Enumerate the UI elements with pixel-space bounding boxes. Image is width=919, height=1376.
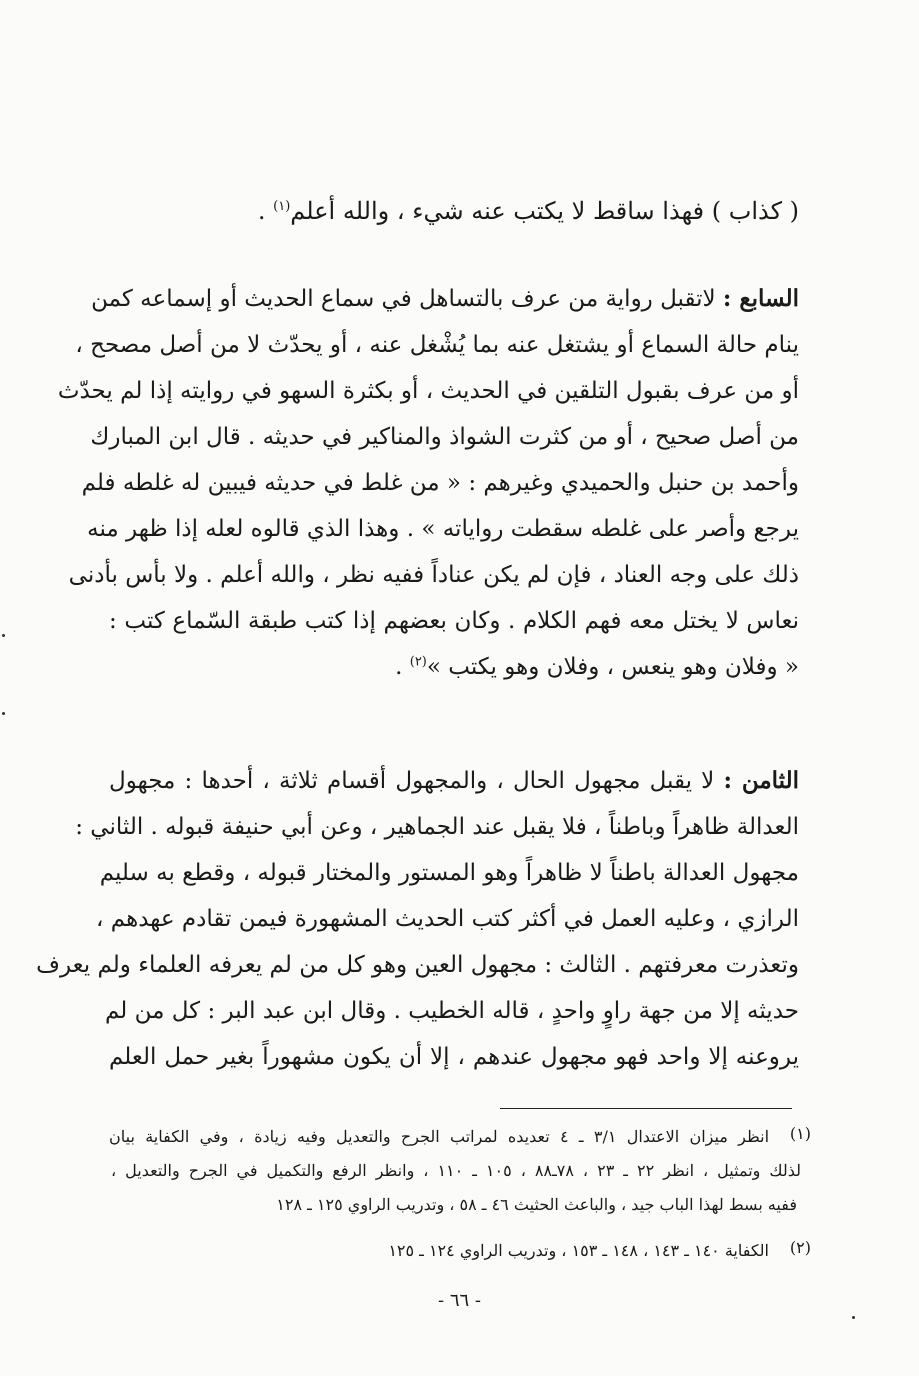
p1-line-4: من أصل صحيح ، أو من كثرت الشواذ والمناكير في حديثه . قال ابن المبارك bbox=[90, 424, 799, 450]
p2-label: الثامن : bbox=[723, 767, 799, 794]
p2-line-3: مجهول العدالة باطناً لا ظاهراً وهو المستور والمختار قبوله ، وقطع به سليم bbox=[99, 860, 799, 886]
p1-line-3: أو من عرف بقبول التلقين في الحديث ، أو بكثرة السهو في روايته إذا لم يحدّث bbox=[57, 378, 799, 404]
footnote-1-line-1: انظر ميزان الاعتدال ٣/١ ـ ٤ تعديده لمراتب الجرح والتعديل وفيه زيادة ، وفي الكفاية بيان bbox=[109, 1127, 770, 1146]
scan-speck bbox=[2, 712, 5, 715]
p2-line-1 bbox=[109, 758, 799, 804]
footnote-2-number: (٢) bbox=[789, 1238, 811, 1257]
p1-text: لاتقبل رواية من عرف بالتساهل في سماع الحديث أو إسماعه كمن bbox=[91, 286, 716, 312]
page-number: - ٦٦ - bbox=[438, 1290, 481, 1311]
p2-line-4: الرازي ، وعليه العمل في أكثر كتب الحديث المشهورة فيمن تقادم عهدهم ، bbox=[96, 906, 799, 932]
p2-line-7: يروعنه إلا واحد فهو مجهول عندهم ، إلا أن يكون مشهوراً بغير حمل العلم bbox=[109, 1044, 799, 1070]
scan-speck bbox=[2, 634, 5, 637]
intro-end: . bbox=[257, 197, 266, 225]
p1-line-9 bbox=[395, 644, 799, 690]
footnote-separator bbox=[500, 1108, 792, 1109]
p2-text: لا يقبل مجهول الحال ، والمجهول أقسام ثلاثة ، أحدها : مجهول bbox=[109, 768, 715, 794]
intro-text: ( كذاب ) فهذا ساقط لا يكتب عنه شيء ، والله أعلم bbox=[290, 197, 799, 225]
p1-line-8: نعاس لا يختل معه فهم الكلام . وكان بعضهم إذا كتب طبقة السّماع كتب : bbox=[109, 608, 799, 634]
footnote-2-line-1: الكفاية ١٤٠ ـ ١٤٣ ، ١٤٨ ـ ١٥٣ ، وتدريب الراوي ١٢٤ ـ ١٢٥ bbox=[388, 1241, 769, 1260]
p1-last-text: « وفلان وهو ينعس ، وفلان وهو يكتب » bbox=[426, 654, 799, 680]
p1-line-1 bbox=[91, 276, 799, 322]
footnote-1-line-3: ففيه بسط لهذا الباب جيد ، والباعث الحثيث ٤٦ ـ ٥٨ ، وتدريب الراوي ١٢٥ ـ ١٢٨ bbox=[276, 1195, 797, 1214]
p2-line-6: حديثه إلا من جهة راوٍ واحدٍ ، قاله الخطيب . وقال ابن عبد البر : كل من لم bbox=[105, 998, 799, 1024]
footnote-ref-2: (٢) bbox=[409, 654, 427, 670]
p1-line-7: ذلك على وجه العناد ، فإن لم يكن عناداً ففيه نظر ، والله أعلم . ولا بأس بأدنى bbox=[68, 562, 799, 588]
p2-line-5: وتعذرت معرفتهم . الثالث : مجهول العين وهو كل من لم يعرفه العلماء ولم يعرف bbox=[36, 952, 799, 978]
p1-line-5: وأحمد بن حنبل والحميدي وغيرهم : « من غلط في حديثه فيبين له غلطه فلم bbox=[81, 470, 799, 496]
p1-line-6: يرجع وأصر على غلطه سقطت رواياته » . وهذا الذي قالوه لعله إذا ظهر منه bbox=[87, 516, 799, 542]
footnote-1-line-2: لذلك وتمثيل ، انظر ٢٢ ـ ٢٣ ، ٧٨ـ٨٨ ، ١٠٥ ـ ١١٠ ، وانظر الرفع والتكميل في الجرح والتعديل ، bbox=[111, 1161, 802, 1180]
intro-line bbox=[258, 188, 799, 234]
footnote-ref-1: (١) bbox=[273, 199, 291, 214]
p1-label: السابع : bbox=[722, 285, 799, 312]
p1-last-end: . bbox=[395, 654, 403, 680]
footnote-1-number: (١) bbox=[789, 1124, 811, 1143]
p2-line-2: العدالة ظاهراً وباطناً ، فلا يقبل عند الجماهير ، وعن أبي حنيفة قبوله . الثاني : bbox=[75, 814, 799, 840]
scan-speck bbox=[852, 1316, 855, 1319]
p1-line-2: ينام حالة السماع أو يشتغل عنه بما يُشْغل عنه ، أو يحدّث لا من أصل مصحح ، bbox=[75, 332, 799, 358]
